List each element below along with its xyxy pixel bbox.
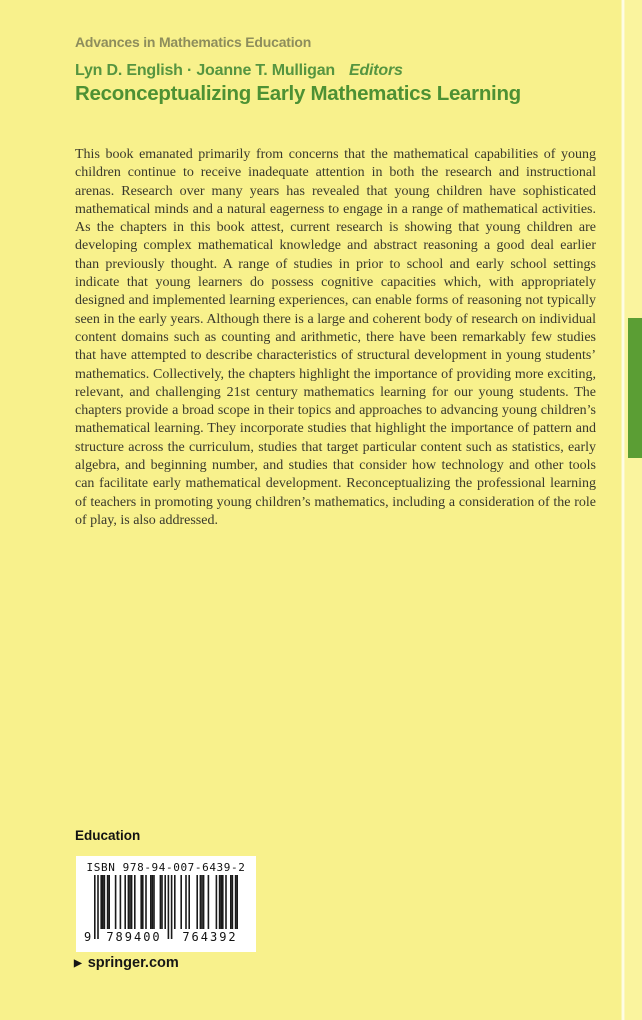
- cover-edge-strip: [625, 0, 642, 1020]
- authors-line: [75, 62, 403, 80]
- ean-left-digits: 789400: [106, 930, 162, 943]
- ean-first-digit: 9: [84, 930, 94, 943]
- editors-label: Editors: [348, 62, 403, 79]
- publisher-url: springer.com: [87, 955, 179, 971]
- right-arrow-icon: ▶: [74, 958, 82, 969]
- isbn-text: ISBN 978-94-007-6439-2: [86, 861, 246, 874]
- book-title: Reconceptualizing Early Mathematics Learning: [75, 82, 521, 105]
- ean13-barcode: [82, 875, 250, 943]
- category-label: Education: [75, 828, 141, 843]
- blurb-text: This book emanated primarily from concerns that the mathematical capabilities of young children continue to receive inadequate attention in both the research and instructional arenas. Research over many years has revealed that young children have sophisticated mathematical minds and a natural eagerness to engage in a range of mathematical activities. As the chapters in this book attest, current research is showing that young children are developing complex mathematical knowledge and abstract reasoning a good deal earlier than previously thought. A range of studies in prior to school and early school settings indicate that young learners do possess cognitive capacities which, with appropriately designed and implemented learning experiences, can enable forms of reasoning not typically seen in the early years. Although there is a large and coherent body of research on individual content domains such as counting and arithmetic, there have been remarkably few studies that have attempted to describe characteristics of structural development in young students’ mathematics. Collectively, the chapters highlight the importance of providing more exciting, relevant, and challenging 21st century mathematics learning for our young students. The chapters provide a broad scope in their topics and approaches to advancing young children’s mathematical learning. They incorporate studies that highlight the importance of pattern and structure across the curriculum, studies that target particular content such as statistics, early algebra, and beginning number, and studies that consider how technology and other tools can facilitate early mathematical development. Reconceptualizing the professional learning of teachers in promoting young children’s mathematics, including a consideration of the role of play, is also addressed.: [75, 147, 596, 528]
- barcode-panel: [76, 856, 256, 952]
- series-title: Advances in Mathematics Education: [75, 34, 312, 50]
- green-edge-tab: [628, 318, 642, 458]
- ean-right-digits: 764392: [182, 930, 238, 943]
- publisher-line: [74, 955, 179, 971]
- spine-fold-line: [621, 0, 625, 1020]
- author-names: Lyn D. English · Joanne T. Mulligan: [75, 62, 335, 79]
